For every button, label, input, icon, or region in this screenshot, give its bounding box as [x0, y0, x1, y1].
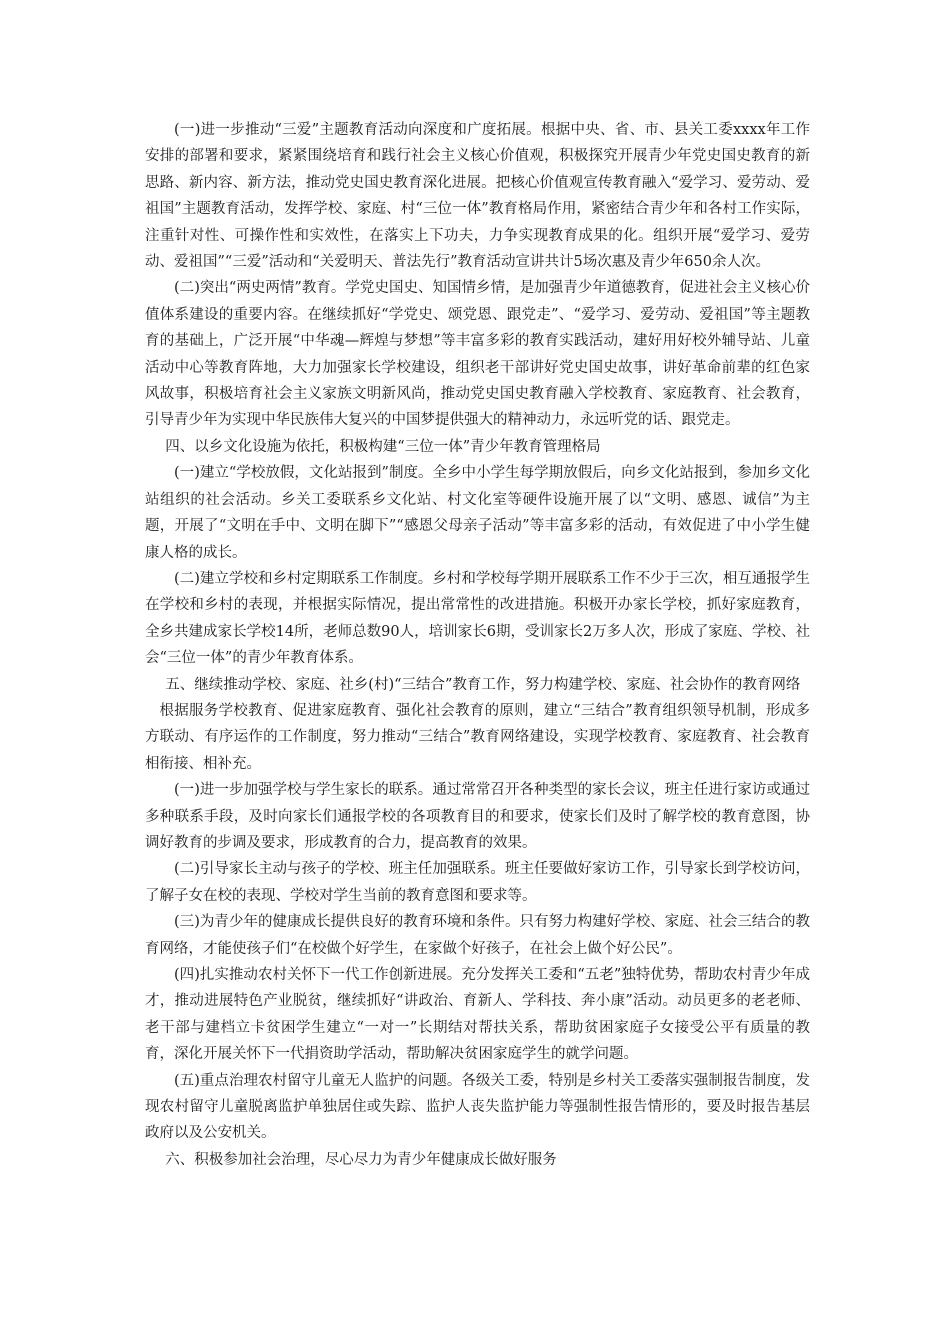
paragraph-school-parent-contact: (一)进一步加强学校与学生家长的联系。通过常常召开各种类型的家长会议，班主任进行家访或通过多种联系手段，及时向家长们通报学校的各项教育目的和要求，使家长们及时了解学校的教育意图，协调好教育的步调及要求，形成教育的合力，提高教育的效果。: [145, 782, 810, 851]
paragraph-healthy-growth-environment: (三)为青少年的健康成长提供良好的教育环境和条件。只有努力构建好学校、家庭、社会三结合的教育网络，才能使孩子们“在校做个好学生，在家做个好孩子，在社会上做个好公民”。: [145, 914, 810, 957]
paragraph-two-history-education: (二)突出“两史两情”教育。学党史国史、知国情乡情，是加强青少年道德教育，促进社会主义核心价值体系建设的重要内容。在继续抓好“学党史、颂党恩、跟党走”、“爱学习、爱劳动、爱祖国”等主题教育的基础上，广泛开展“中华魂—辉煌与梦想”等丰富多彩的教育实践活动，建好用好校外辅导站、儿童活动中心等教育阵地，大力加强家长学校建设，组织老干部讲好党史国史故事，讲好革命前辈的红色家风故事，积极培育社会主义家族文明新风尚，推动党史国史教育融入学校教育、家庭教育、社会教育，引导青少年为实现中华民族伟大复兴的中国梦提供强大的精神动力，永远听党的话、跟党走。: [145, 280, 810, 429]
paragraph-school-village-contact: (二)建立学校和乡村定期联系工作制度。乡村和学校每学期开展联系工作不少于三次，相互通报学生在学校和乡村的表现，并根据实际情况，提出常常性的改进措施。积极开办家长学校，抓好家庭教育，全乡共建成家长学校14所，老师总数90人，培训家长6期，受训家长2万多人次，形成了家庭、学校、社会“三位一体”的青少年教育体系。: [145, 570, 810, 667]
section-heading-four: 四、以乡文化设施为依托，积极构建“三位一体”青少年教育管理格局: [165, 438, 601, 455]
paragraph-rural-care-innovation: (四)扎实推动农村关怀下一代工作创新进展。充分发挥关工委和“五老”独特优势，帮助农村青少年成才，推动进展特色产业脱贫，继续抓好“讲政治、育新人、学科技、奔小康”活动。动员更多的老老师、老干部与建档立卡贫困学生建立“一对一”长期结对帮扶关系，帮助贫困家庭子女接受公平有质量的教育，深化开展关怀下一代捐资助学活动，帮助解决贫困家庭学生的就学问题。: [145, 967, 810, 1063]
paragraph-school-holiday-report: (一)建立“学校放假，文化站报到”制度。全乡中小学生每学期放假后，向乡文化站报到，参加乡文化站组织的社会活动。乡关工委联系乡文化站、村文化室等硬件设施开展了以“文明、感恩、诚信”为主题，开展了“文明在手中、文明在脚下”“感恩父母亲子活动”等丰富多彩的活动，有效促进了中小学生健康人格的成长。: [145, 465, 810, 561]
paragraph-three-love-education: (一)进一步推动“三爱”主题教育活动向深度和广度拓展。根据中央、省、市、县关工委xxxx年工作安排的部署和要求，紧紧围绕培育和践行社会主义核心价值观，积极探究开展青少年党史国史教育的新思路、新内容、新方法，推动党史国史教育深化进展。把核心价值观宣传教育融入“爱学习、爱劳动、爱祖国”主题教育活动，发挥学校、家庭、村“三位一体”教育格局作用，紧密结合青少年和各村工作实际，注重针对性、可操作性和实效性，在落实上下功夫，力争实现教育成果的化。组织开展“爱学习、爱劳动、爱祖国”“三爱”活动和“关爱明天、普法先行”教育活动宣讲共计5场次惠及青少年650余人次。: [145, 122, 810, 271]
document-body: [145, 117, 810, 1173]
paragraph-three-combination-principle: 根据服务学校教育、促进家庭教育、强化社会教育的原则，建立“三结合”教育组织领导机制，形成多方联动、有序运作的工作制度，努力推动“三结合”教育网络建设，实现学校教育、家庭教育、社会教育相衔接、相补充。: [145, 702, 810, 772]
section-heading-five: 五、继续推动学校、家庭、社乡(村)“三结合”教育工作，努力构建学校、家庭、社会协作的教育网络: [165, 676, 801, 693]
section-heading-six: 六、积极参加社会治理，尽心尽力为青少年健康成长做好服务: [165, 1151, 557, 1168]
paragraph-parent-initiative: (二)引导家长主动与孩子的学校、班主任加强联系。班主任要做好家访工作，引导家长到学校访问，了解子女在校的表现、学校对学生当前的教育意图和要求等。: [145, 861, 810, 904]
paragraph-left-behind-children: (五)重点治理农村留守儿童无人监护的问题。各级关工委，特别是乡村关工委落实强制报告制度，发现农村留守儿童脱离监护单独居住或失踪、监护人丧失监护能力等强制性报告情形的，要及时报告基层政府以及公安机关。: [145, 1072, 810, 1142]
